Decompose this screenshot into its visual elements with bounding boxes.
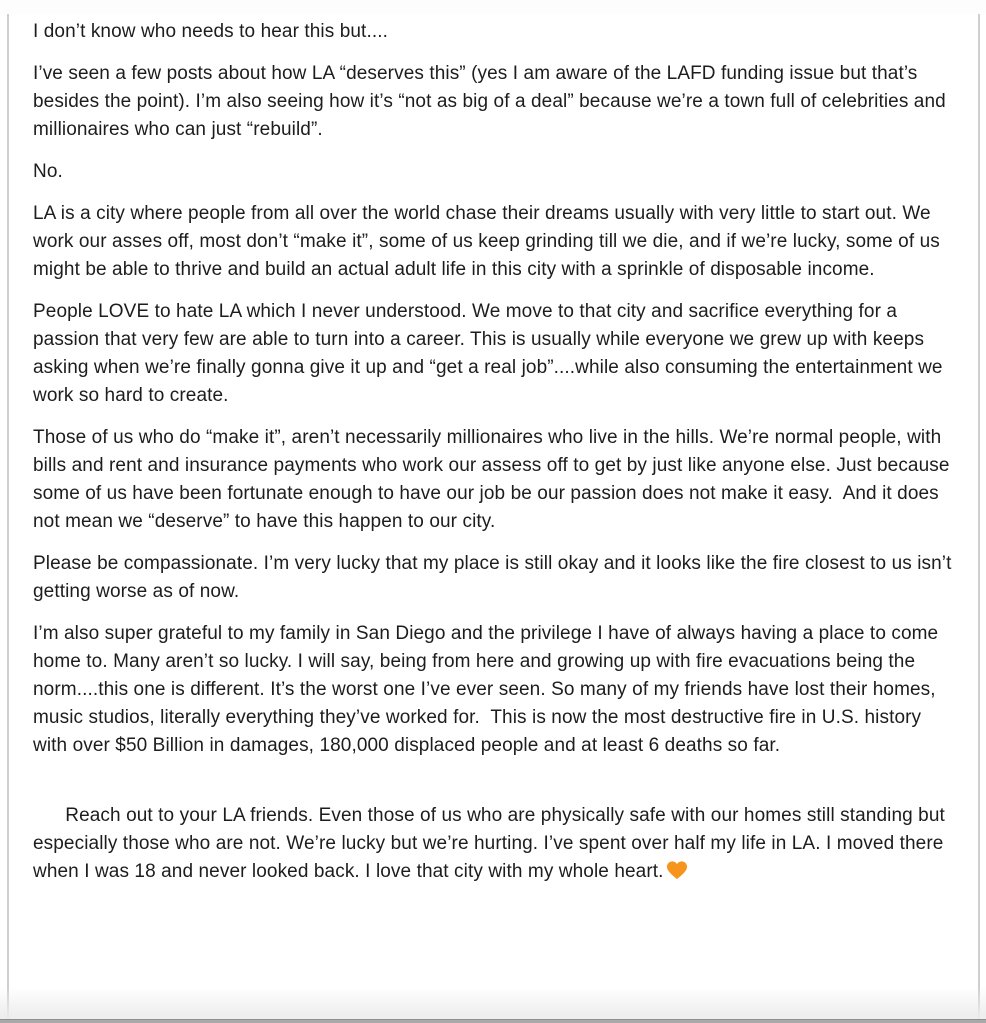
post-paragraph: People LOVE to hate LA which I never understood. We move to that city and sacrifice everything for a passion that very few are able to turn into a career. This is usually while everyone we grew up with keeps asking when we’re finally gonna give it up and “get a real job”....while also consuming the entertainment we work so hard to create. [33, 301, 948, 406]
post-paragraph-text: Reach out to your LA friends. Even those of us who are physically safe with our homes still standing but especially those who are not. We’re lucky but we’re hurting. I’ve spent over half my life in LA. I moved there when I was 18 and never looked back. I love that city with my whole heart. [33, 805, 951, 882]
window-bottom-edge [0, 1019, 986, 1023]
card-right-border [978, 14, 980, 1019]
post-paragraph: LA is a city where people from all over the world chase their dreams usually with very little to start out. We work our asses off, most don’t “make it”, some of us keep grinding till we die, and if we’re lucky, some of us might be able to thrive and build an actual adult life in this city with a sprinkle of disposable income. [33, 203, 946, 280]
top-strip [0, 0, 986, 14]
post-paragraph: Please be compassionate. I’m very lucky that my place is still okay and it looks like the fire closest to us isn’t getting worse as of now. [33, 553, 957, 602]
post-body [9, 14, 977, 1023]
post-paragraph: No. [33, 161, 63, 182]
orange-heart-emoji [666, 860, 688, 880]
post-paragraph [33, 774, 953, 914]
post-paragraph: I’ve seen a few posts about how LA “deserves this” (yes I am aware of the LAFD funding issue but that’s besides the point). I’m also seeing how it’s “not as big of a deal” because we’re a town full of celebrities and millionaires who can just “rebuild”. [33, 63, 952, 140]
post-paragraph: I’m also super grateful to my family in San Diego and the privilege I have of always having a place to come home to. Many aren’t so lucky. I will say, being from here and growing up with fire evacuations being the norm....this one is different. It’s the worst one I’ve ever seen. So many of my friends have lost their homes, music studios, literally everything they’ve worked for. This is now the most destructive fire in U.S. history with over $50 Billion in damages, 180,000 displaced people and at least 6 deaths so far. [33, 623, 944, 756]
post-paragraph: Those of us who do “make it”, aren’t necessarily millionaires who live in the hills. We’re normal people, with bills and rent and insurance payments who work our assess off to get by just like anyone else. Just because some of us have been fortunate enough to have our job be our passion does not make it easy. And it does not mean we “deserve” to have this happen to our city. [33, 427, 955, 532]
post-paragraph: I don’t know who needs to hear this but.... [33, 21, 388, 42]
